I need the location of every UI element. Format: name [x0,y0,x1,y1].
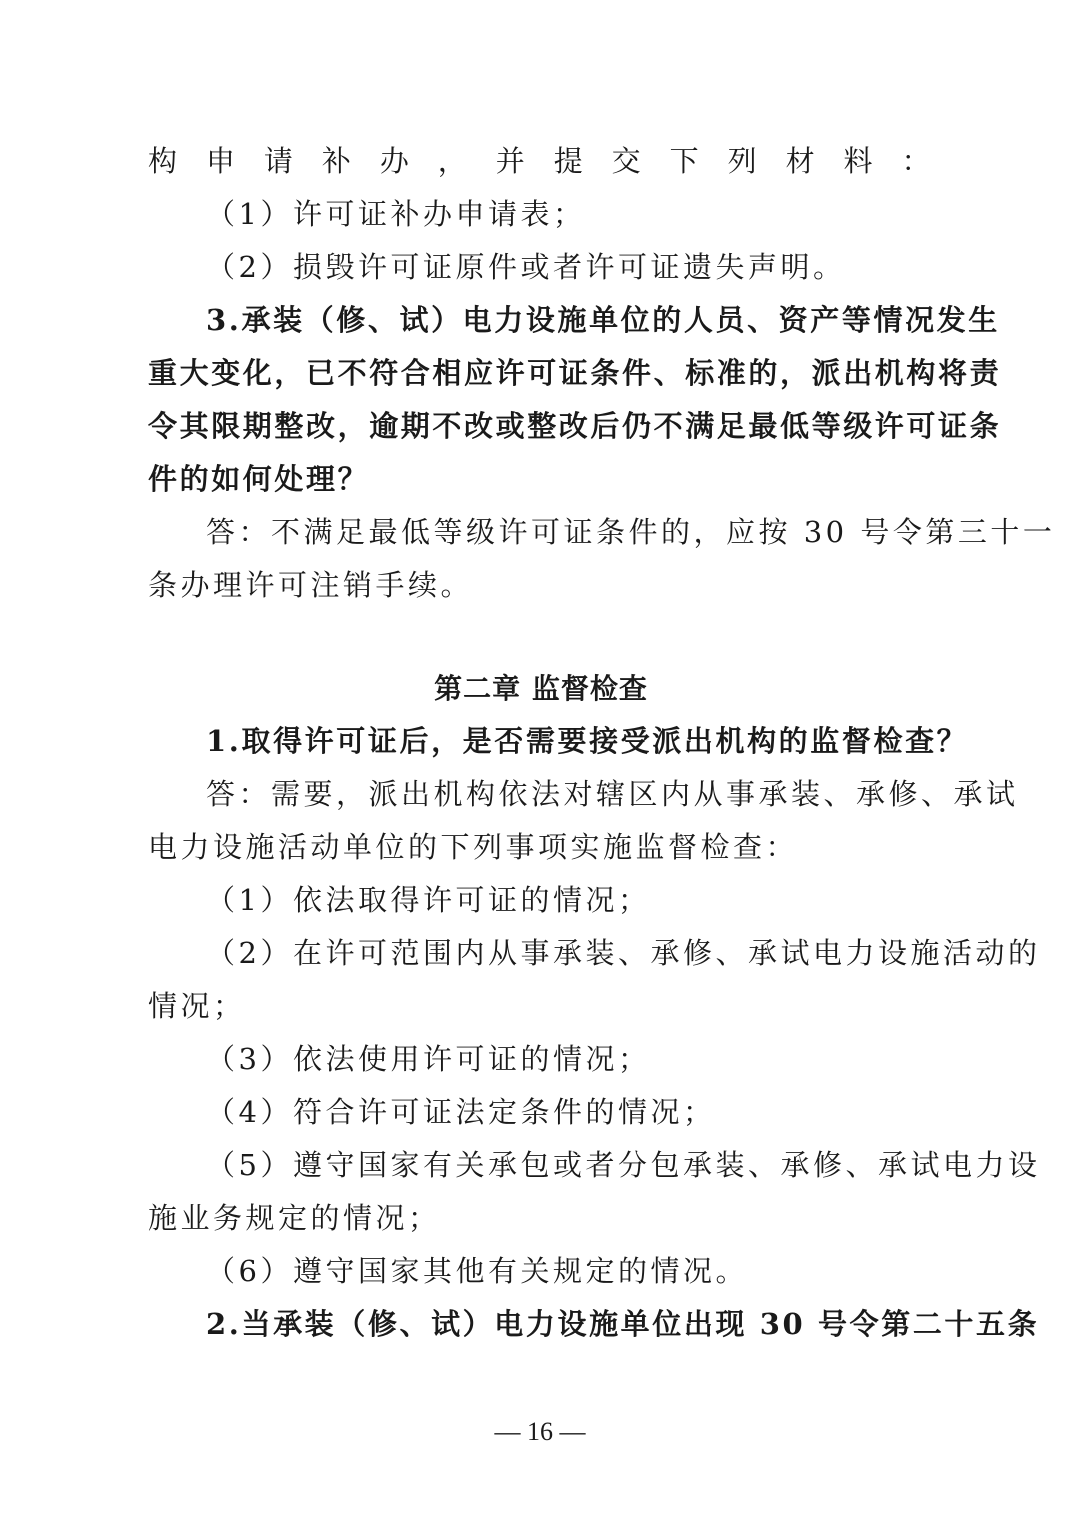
list-item: （3）依法使用许可证的情况； [206,1042,651,1076]
page-number: — 16 — [494,1417,586,1446]
page-content [148,135,1056,1351]
list-item-continuation: 情况； [148,989,246,1023]
question-heading-line: 3.承装（修、试）电力设施单位的人员、资产等情况发生 [206,303,1000,337]
chapter-title: 第二章 监督检查 [434,672,648,705]
list-item: （6）遵守国家其他有关规定的情况。 [206,1254,748,1288]
answer-line: 条办理许可注销手续。 [148,568,474,602]
list-item: （5）遵守国家有关承包或者分包承装、承修、承试电力设 [206,1148,1041,1182]
question-heading-line: 1.取得许可证后，是否需要接受派出机构的监督检查？ [206,724,969,758]
list-item: （2）损毁许可证原件或者许可证遗失声明。 [206,250,846,284]
answer-line: 答：需要，派出机构依法对辖区内从事承装、承修、承试 [206,777,1019,811]
answer-line: 答：不满足最低等级许可证条件的，应按 30 号令第三十一 [206,515,1056,549]
question-heading-line: 重大变化，已不符合相应许可证条件、标准的，派出机构将责 [148,356,1002,390]
question-heading-line: 令其限期整改，逾期不改或整改后仍不满足最低等级许可证条 [148,409,1002,443]
section-gap [148,612,934,662]
list-item: （1）依法取得许可证的情况； [206,883,651,917]
list-item: （1）许可证补办申请表； [206,197,586,231]
list-item: （4）符合许可证法定条件的情况； [206,1095,716,1129]
question-heading-line: 件的如何处理？ [148,462,370,496]
question-heading-line: 2.当承装（修、试）电力设施单位出现 30 号令第二十五条 [206,1307,1040,1341]
list-item: （2）在许可范围内从事承装、承修、承试电力设施活动的 [206,936,1041,970]
list-item-continuation: 施业务规定的情况； [148,1201,441,1235]
answer-line: 电力设施活动单位的下列事项实施监督检查： [148,830,799,864]
paragraph-line: 构申请补办，并提交下列材料： [148,144,934,178]
